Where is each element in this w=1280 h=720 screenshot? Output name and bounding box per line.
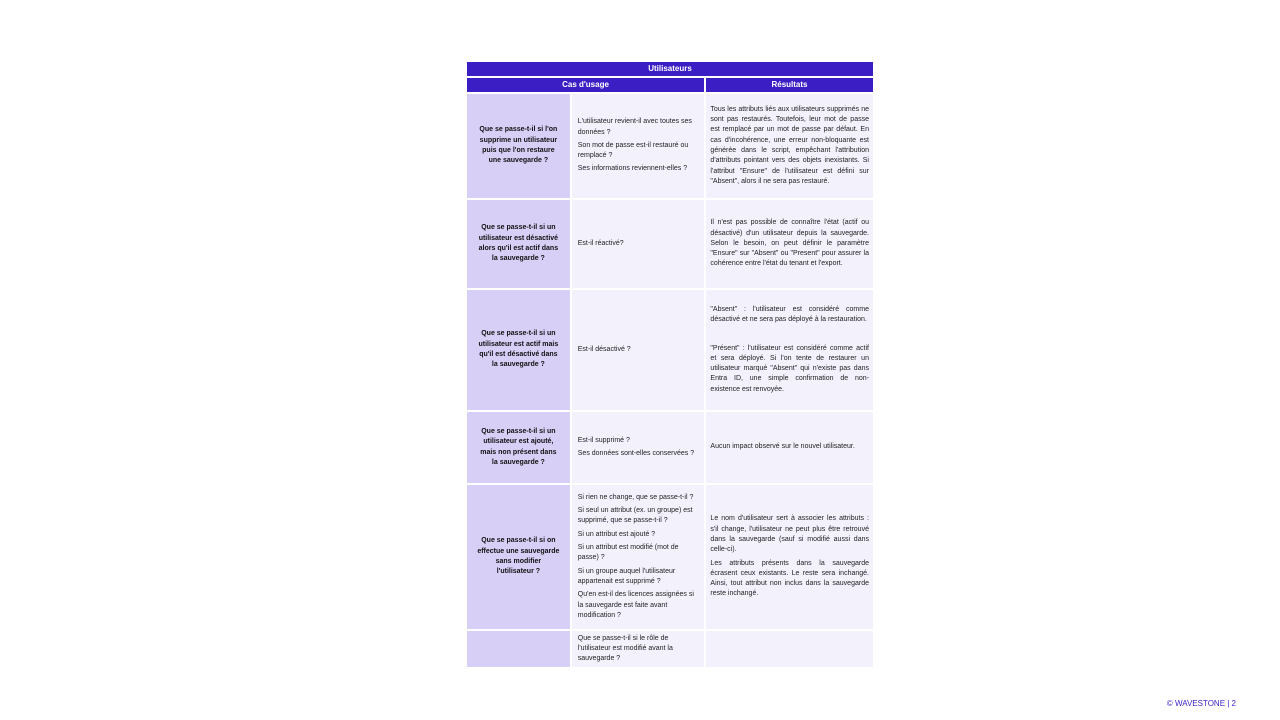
detail-text: Si un groupe auquel l'utilisateur appartenait est supprimé ? (577, 567, 676, 585)
question-cell (467, 631, 570, 667)
result-cell (706, 200, 873, 288)
result-cell (706, 290, 873, 410)
detail-text: Si un attribut est modifié (mot de passe) ? (577, 544, 679, 562)
result-text: "Présent" : l'utilisateur est considéré comme actif et sera déployé. Si l'on tente de restaurer un utilisateur marqué "Absent" qui n'existe pas dans Entra ID, une simple confirmation de non-existence est renvoyée. (710, 344, 869, 393)
detail-text: Que se passe-t-il si le rôle de l'utilisateur est modifié avant la sauvegarde ? (577, 634, 673, 663)
table-row (467, 412, 873, 483)
column-header-usage: Cas d'usage (467, 78, 704, 92)
detail-text: Si seul un attribut (ex. un groupe) est supprimé, que se passe-t-il ? (577, 507, 693, 525)
table-row (467, 290, 873, 410)
details-cell (572, 412, 705, 483)
details-cell (572, 290, 705, 410)
table-row (467, 631, 873, 667)
detail-text: Ses informations reviennent-elles ? (577, 165, 688, 173)
detail-text: Est-il supprimé ? (577, 436, 630, 444)
question-cell: Que se passe-t-il si on effectue une sauvegarde sans modifier l'utilisateur ? (467, 485, 570, 629)
table-header-row (467, 78, 873, 92)
table-row (467, 94, 873, 198)
result-cell (706, 412, 873, 483)
details-cell (572, 631, 705, 667)
result-cell (706, 485, 873, 629)
table-title: Utilisateurs (467, 62, 873, 76)
result-text: Les attributs présents dans la sauvegarde écrasent ceux existants. Le reste sera inchangé. Ainsi, tout attribut non inclus dans la sauvegarde reste inchangé. (710, 559, 869, 598)
result-cell (706, 94, 873, 198)
detail-text: Est-il réactivé? (577, 239, 624, 247)
table-row (467, 485, 873, 629)
question-cell: Que se passe-t-il si un utilisateur est ajouté, mais non présent dans la sauvegarde ? (467, 412, 570, 483)
detail-text: L'utilisateur revient-il avec toutes ses données ? (577, 118, 692, 136)
result-cell (706, 631, 873, 667)
details-cell (572, 94, 705, 198)
result-text: "Absent" : l'utilisateur est considéré comme désactivé et ne sera pas déployé à la restauration. (710, 305, 869, 324)
result-text: Aucun impact observé sur le nouvel utilisateur. (710, 443, 855, 451)
detail-text: Si un attribut est ajouté ? (577, 530, 656, 538)
detail-text: Son mot de passe est-il restauré ou remplacé ? (577, 141, 689, 160)
question-cell: Que se passe-t-il si un utilisateur est désactivé alors qu'il est actif dans la sauvegarde ? (467, 200, 570, 288)
details-cell (572, 200, 705, 288)
question-cell: Que se passe-t-il si l'on supprime un utilisateur puis que l'on restaure une sauvegarde ? (467, 94, 570, 198)
result-text: Il n'est pas possible de connaître l'état (actif ou désactivé) d'un utilisateur depuis la sauvegarde. Selon le besoin, on peut définir le paramètre "Ensure" sur "Absent" ou "Present" pour assurer la cohérence entre l'état du tenant et l'export. (710, 219, 869, 268)
result-text: Le nom d'utilisateur sert à associer les attributs : s'il change, l'utilisateur ne peut plus être retrouvé dans la sauvegarde (sauf si modifié aussi dans celle-ci). (710, 515, 869, 554)
result-text: Tous les attributs liés aux utilisateurs supprimés ne sont pas restaurés. Toutefois, leur mot de passe est remplacé par un mot de passe par défaut. En cas d'incohérence, une erreur non-bloquante est générée dans le script, empêchant l'attribution d'attributs pointant vers des objets inexistants. Si l'attribut "Ensure" de l'utilisateur est défini sur "Absent", alors il ne sera pas restauré. (710, 105, 869, 185)
footer-copyright: © WAVESTONE | 2 (1166, 699, 1236, 708)
users-table (467, 62, 873, 667)
question-cell: Que se passe-t-il si un utilisateur est actif mais qu'il est désactivé dans la sauvegarde ? (467, 290, 570, 410)
detail-text: Ses données sont-elles conservées ? (577, 450, 695, 457)
table-row (467, 200, 873, 288)
detail-text: Est-il désactivé ? (577, 345, 631, 353)
column-header-results: Résultats (706, 78, 873, 92)
detail-text: Si rien ne change, que se passe-t-il ? (577, 493, 694, 501)
detail-text: Qu'en est-il des licences assignées si la sauvegarde est faite avant modification ? (577, 591, 694, 619)
details-cell (572, 485, 705, 629)
